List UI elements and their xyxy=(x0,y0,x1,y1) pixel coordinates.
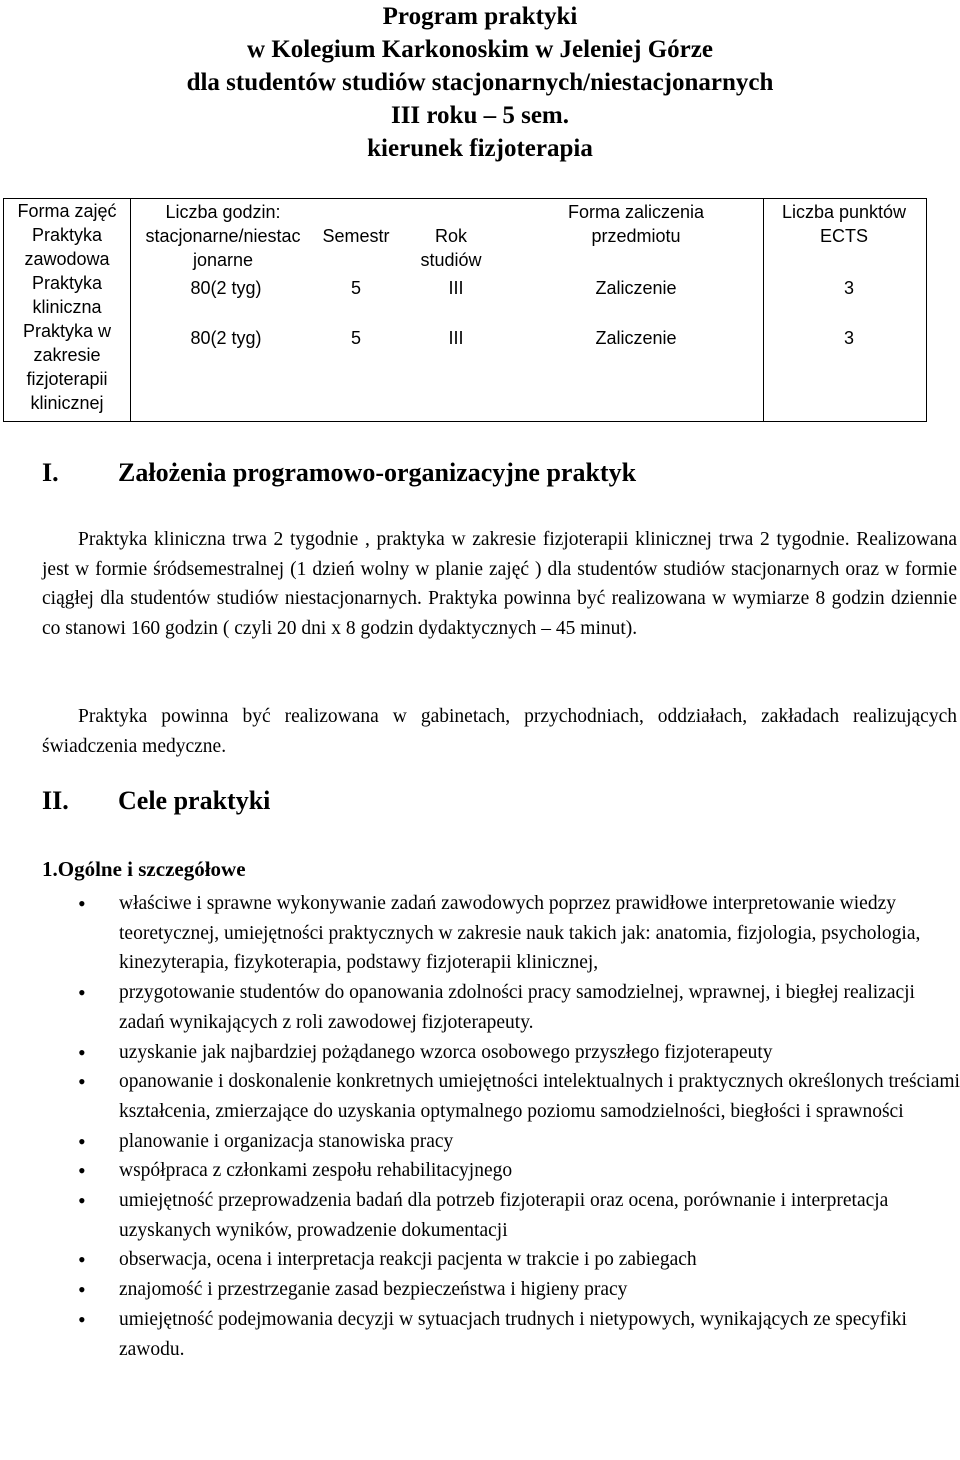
section-2-heading xyxy=(42,786,270,816)
list-item xyxy=(42,978,960,1037)
row2-form-label: klinicznej xyxy=(30,393,104,413)
list-item xyxy=(42,1275,960,1305)
credit-header-line: przedmiotu xyxy=(591,226,681,246)
section-2-title: Cele praktyki xyxy=(118,786,271,815)
bullet-icon: • xyxy=(78,891,86,916)
row1-ects: 3 xyxy=(843,278,854,298)
details-cell xyxy=(131,199,764,422)
form-header: Forma zajęć xyxy=(17,201,117,221)
form-column xyxy=(4,199,131,422)
hours-header-line: jonarne xyxy=(192,250,254,270)
row2-year: III xyxy=(448,328,464,348)
goal-text: właściwe i sprawne wykonywanie zadań zawodowych poprzez prawidłowe interpretowanie wiedzy teoretycznej, umiejętności praktycznych w zakresie nauk takich jak: anatomia, fizjologia, psychologia, kinezyterapia, fizykoterapia, podstawy fizjoterapii klinicznej, xyxy=(119,893,921,974)
row2-semester: 5 xyxy=(350,328,361,348)
bullet-icon: • xyxy=(78,1039,86,1065)
year-header-line: studiów xyxy=(420,250,482,270)
hours-header-line: Liczba godzin: xyxy=(165,202,281,222)
list-item xyxy=(42,1038,960,1068)
goal-text: planowanie i organizacja stanowiska pracy xyxy=(119,1130,454,1152)
title-line: III roku – 5 sem. xyxy=(390,102,570,129)
row1-year: III xyxy=(448,278,464,298)
ects-grid xyxy=(764,199,926,421)
details-grid xyxy=(131,199,763,421)
bullet-icon: • xyxy=(78,1158,86,1184)
goal-text: współpraca z członkami zespołu rehabilitacyjnego xyxy=(119,1160,513,1182)
row2-form-label: Praktyka w xyxy=(22,321,112,341)
section-2-number: II. xyxy=(42,786,69,815)
ects-cell xyxy=(764,199,927,422)
goal-text: obserwacja, ocena i interpretacja reakcji pacjenta w trakcie i po zabiegach xyxy=(119,1249,697,1271)
row1-credit: Zaliczenie xyxy=(595,278,677,298)
bullet-icon: • xyxy=(78,1188,86,1214)
row1-form-label: kliniczna xyxy=(32,297,102,317)
credit-header xyxy=(541,200,731,248)
year-header xyxy=(411,224,491,272)
ects-header-line: ECTS xyxy=(819,226,868,246)
section-1-paragraph-1: Praktyka kliniczna trwa 2 tygodnie , praktyka w zakresie fizjoterapii klinicznej trwa 2 tygodnie. Realizowana jest w formie śródsemestralnej (1 dzień wolny w planie zajęć ) dla studentów studiów stacjonarnych oraz w formie ciągłej dla studentów studiów niestacjonarnych. Praktyka powinna być realizowana w wymiarze 8 godzin dziennie co stanowi 160 godzin ( czyli 20 dni x 8 godzin dydaktycznych – 45 minut). xyxy=(42,529,957,639)
semester-header: Semestr xyxy=(322,226,390,246)
row1-hours: 80(2 tyg) xyxy=(190,278,262,298)
row2-form-label: zakresie xyxy=(33,345,101,365)
section-2-subheading: 1.Ogólne i szczegółowe xyxy=(42,857,246,881)
list-item xyxy=(42,1305,960,1364)
row2-ects: 3 xyxy=(843,328,854,348)
hours-header-line: stacjonarne/niestac xyxy=(145,226,301,246)
bullet-icon: • xyxy=(78,1277,86,1303)
section-1-paragraph-2: Praktyka powinna być realizowana w gabinetach, przychodniach, oddziałach, zakładach realizujących świadczenia medyczne. xyxy=(42,706,957,757)
section-1-heading xyxy=(42,458,636,488)
goal-text: uzyskanie jak najbardziej pożądanego wzorca osobowego przyszłego fizjoterapeuty xyxy=(119,1041,773,1063)
bullet-icon: • xyxy=(78,1247,86,1273)
bullet-icon: • xyxy=(78,1069,86,1095)
row1-form-label: Praktyka xyxy=(31,273,103,293)
document-title xyxy=(0,0,960,165)
goals-list xyxy=(42,889,960,1364)
section-1-number: I. xyxy=(42,458,59,487)
title-line: kierunek fizjoterapia xyxy=(367,135,593,162)
row1-semester: 5 xyxy=(350,278,361,298)
list-item xyxy=(42,1186,960,1245)
goal-text: umiejętność przeprowadzenia badań dla potrzeb fizjoterapii oraz ocena, porównanie i interpretacja uzyskanych wyników, prowadzenie dokumentacji xyxy=(119,1190,889,1241)
title-line: w Kolegium Karkonoskim w Jeleniej Górze xyxy=(247,36,713,63)
form-label: zawodowa xyxy=(24,249,110,269)
goal-text: znajomość i przestrzeganie zasad bezpieczeństwa i higieny pracy xyxy=(119,1279,628,1301)
goal-text: umiejętność podejmowania decyzji w sytuacjach trudnych i nietypowych, wynikających ze specyfiki zawodu. xyxy=(119,1308,907,1360)
goal-text: przygotowanie studentów do opanowania zdolności pracy samodzielnej, wprawnej, i biegłej realizacji zadań wynikających z roli zawodowej fizjoterapeuty. xyxy=(119,982,915,1033)
list-item xyxy=(42,1127,960,1157)
ects-header-line: Liczba punktów xyxy=(781,202,907,222)
list-item xyxy=(42,1245,960,1275)
row2-form-label: fizjoterapii xyxy=(26,369,108,389)
row2-hours: 80(2 tyg) xyxy=(190,328,262,348)
goal-text: opanowanie i doskonalenie konkretnych umiejętności intelektualnych i praktycznych określonych treściami kształcenia, zmierzające do uzyskania optymalnego poziomu samodzielności, biegłości i sprawności xyxy=(119,1071,960,1122)
list-item xyxy=(42,889,960,978)
ects-header xyxy=(764,200,924,248)
list-item xyxy=(42,1156,960,1186)
list-item xyxy=(42,1067,960,1126)
row2-credit: Zaliczenie xyxy=(595,328,677,348)
bullet-icon: • xyxy=(78,980,86,1006)
title-line: dla studentów studiów stacjonarnych/niestacjonarnych xyxy=(186,69,774,96)
section-1-title: Założenia programowo-organizacyjne praktyk xyxy=(118,458,637,487)
program-table xyxy=(3,198,927,422)
bullet-icon: • xyxy=(78,1306,86,1332)
hours-header xyxy=(139,200,307,272)
bullet-icon: • xyxy=(78,1128,86,1154)
form-label: Praktyka xyxy=(31,225,103,245)
title-line: Program praktyki xyxy=(382,3,578,30)
credit-header-line: Forma zaliczenia xyxy=(567,202,705,222)
year-header-line: Rok xyxy=(434,226,467,246)
